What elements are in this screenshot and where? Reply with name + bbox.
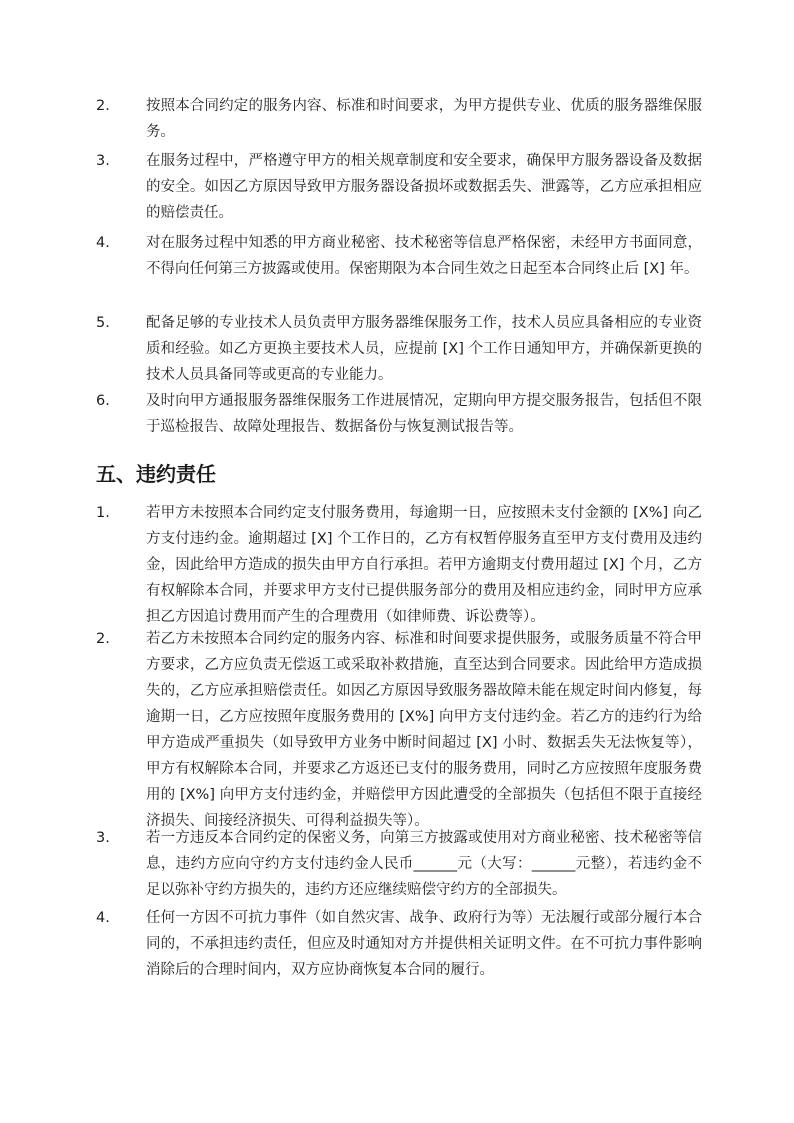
clause-number: 4. xyxy=(96,910,110,926)
clause-text: 按照本合同约定的服务内容、标准和时间要求，为甲方提供专业、优质的服务器维保服务。 xyxy=(146,98,702,140)
clause-text: 若一方违反本合同约定的保密义务，向第三方披露或使用对方商业秘密、技术秘密等信息，违约方应向守约方支付违约金人民币______元（大写：______元整），若违约金不足以弥补守约方损失的，违约方还应继续赔偿守约方的全部损失。 xyxy=(146,830,702,898)
clause-number: 2. xyxy=(96,98,110,114)
clause-item xyxy=(0,500,794,630)
clause-text: 任何一方因不可抗力事件（如自然灾害、战争、政府行为等）无法履行或部分履行本合同的，不承担违约责任，但应及时通知对方并提供相关证明文件。在不可抗力事件影响消除后的合理时间内，双方应协商恢复本合同的履行。 xyxy=(146,910,702,978)
clause-number: 4. xyxy=(96,235,110,251)
clause-text: 及时向甲方通报服务器维保服务工作进展情况，定期向甲方提交服务报告，包括但不限于巡检报告、故障处理报告、数据备份与恢复测试报告等。 xyxy=(146,393,702,435)
clause-number: 1. xyxy=(96,505,110,521)
clause-text: 对在服务过程中知悉的甲方商业秘密、技术秘密等信息严格保密，未经甲方书面同意，不得向任何第三方披露或使用。保密期限为本合同生效之日起至本合同终止后 [X] 年。 xyxy=(146,235,702,277)
clause-item xyxy=(0,905,794,983)
clause-text: 若乙方未按照本合同约定的服务内容、标准和时间要求提供服务，或服务质量不符合甲方要求，乙方应负责无偿返工或采取补救措施，直至达到合同要求。因此给甲方造成损失的，乙方应承担赔偿责任。如因乙方原因导致服务器故障未能在规定时间内修复，每逾期一日，乙方应按照年度服务费用的 [X%] 向甲方支付违约金。若乙方的违约行为给甲方造成严重损失（如导致甲方业务中断时间超过 [X] 小时、数据丢失无法恢复等），甲方有权解除本合同，并要求乙方返还已支付的服务费用，同时乙方应按照年度服务费用的 [X%] 向甲方支付违约金，并赔偿甲方因此遭受的全部损失（包括但不限于直接经济损失、间接经济损失、可得利益损失等）。 xyxy=(146,631,702,829)
clause-item xyxy=(0,825,794,903)
clause-number: 2. xyxy=(96,631,110,647)
clause-text: 在服务过程中，严格遵守甲方的相关规章制度和安全要求，确保甲方服务器设备及数据的安全。如因乙方原因导致甲方服务器设备损坏或数据丢失、泄露等，乙方应承担相应的赔偿责任。 xyxy=(146,153,702,221)
clause-item xyxy=(0,93,794,145)
clause-number: 3. xyxy=(96,153,110,169)
clause-number: 6. xyxy=(96,393,110,409)
clause-item xyxy=(0,388,794,440)
clause-item xyxy=(0,230,794,282)
clause-text: 配备足够的专业技术人员负责甲方服务器维保服务工作，技术人员应具备相应的专业资质和经验。如乙方更换主要技术人员，应提前 [X] 个工作日通知甲方，并确保新更换的技术人员具备同等或更高的专业能力。 xyxy=(146,315,702,383)
clause-item xyxy=(0,148,794,226)
clause-text: 若甲方未按照本合同约定支付服务费用，每逾期一日，应按照未支付金额的 [X%] 向乙方支付违约金。逾期超过 [X] 个工作日的，乙方有权暂停服务直至甲方支付费用及违约金，因此给甲方造成的损失由甲方自行承担。若甲方逾期支付费用超过 [X] 个月，乙方有权解除本合同，并要求甲方支付已提供服务部分的费用及相应违约金，同时甲方应承担乙方因追讨费用而产生的合理费用（如律师费、诉讼费等）。 xyxy=(146,505,702,625)
clause-number: 3. xyxy=(96,830,110,846)
clause-item xyxy=(0,310,794,388)
clause-number: 5. xyxy=(96,315,110,331)
clause-item xyxy=(0,626,794,834)
section-heading: 五、违约责任 xyxy=(96,462,216,486)
